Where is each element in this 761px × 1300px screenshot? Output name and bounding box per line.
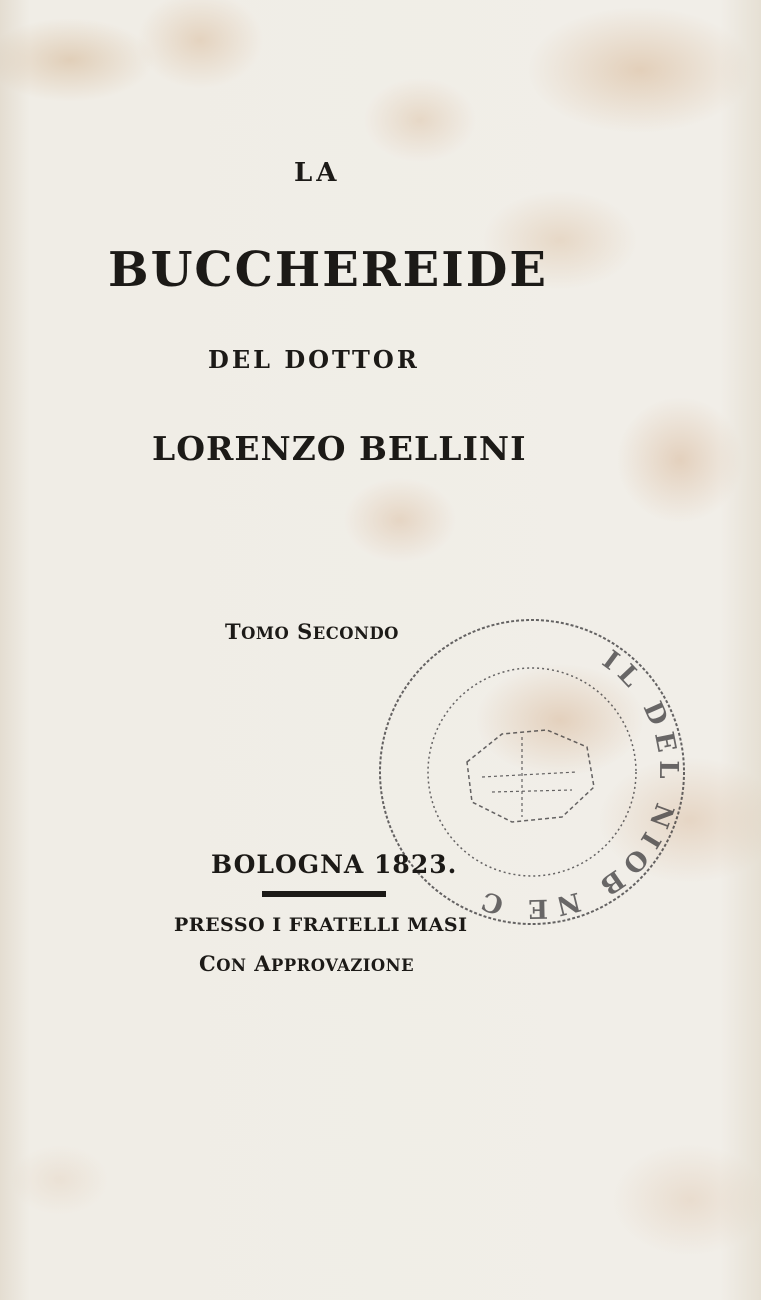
approval-rest-2: PPROVAZIONE	[271, 956, 415, 975]
publisher: PRESSO I FRATELLI MASI	[174, 914, 468, 936]
approval-rest-1: ON	[216, 956, 247, 975]
divider-rule	[262, 891, 386, 897]
place-and-date: BOLOGNA 1823.	[211, 850, 458, 879]
library-stamp	[372, 612, 692, 932]
approval-initial-1: C	[199, 951, 217, 976]
approval-initial-2: A	[254, 951, 272, 976]
book-title: BUCCHEREIDE	[108, 242, 548, 298]
volume-initial-2: S	[297, 619, 313, 644]
volume-initial-1: T	[225, 619, 242, 644]
stamp-legend: IL DEL NIOB NE C	[471, 645, 684, 924]
title-article: LA	[294, 158, 341, 188]
show-through-text	[125, 530, 485, 570]
volume-rest-1: OMO	[241, 624, 290, 643]
author-name: LORENZO BELLINI	[152, 429, 527, 468]
author-prefix: DEL DOTTOR	[208, 345, 420, 374]
approval-note	[199, 953, 761, 974]
volume-rest-2: ECONDO	[312, 624, 399, 643]
